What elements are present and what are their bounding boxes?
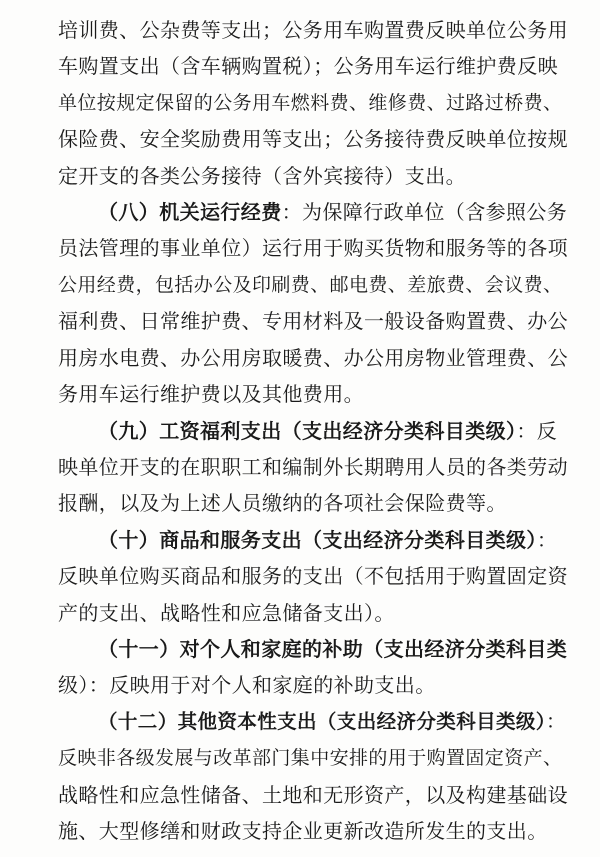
item-twelve-heading: （十二）其他资本性支出（支出经济分类科目类级） — [98, 710, 546, 733]
text-line: 映单位开支的在职职工和编制外长期聘用人员的各类劳动 — [58, 455, 568, 479]
text-line: 战略性和应急性储备、土地和无形资产，以及构建基础设 — [58, 783, 568, 807]
text-line: 保险费、安全奖励费用等支出；公务接待费反映单位按规 — [58, 127, 568, 151]
text-line: 员法管理的事业单位）运行用于购买货物和服务等的各项 — [58, 236, 568, 260]
item-eight-first-line — [98, 194, 568, 230]
item-ten-text: ： — [536, 528, 558, 552]
item-nine-heading: （九）工资福利支出（支出经济分类科目类级） — [98, 419, 517, 443]
text-line: 车购置支出（含车辆购置税）；公务用车运行维护费反映 — [58, 54, 558, 78]
item-eleven-heading: （十一）对个人和家庭的补助（支出经济分类科目类 — [98, 637, 568, 661]
item-ten-first-line — [98, 522, 558, 558]
text-line: 公用经费，包括办公及印刷费、邮电费、差旅费、会议费、 — [58, 274, 563, 296]
text-line: 培训费、公杂费等支出；公务用车购置费反映单位公务用 — [58, 18, 568, 42]
item-eight-heading: （八）机关运行经费 — [98, 200, 282, 224]
item-ten-heading: （十）商品和服务支出（支出经济分类科目类级） — [98, 528, 537, 552]
text-line: 级）：反映用于对个人和家庭的补助支出。 — [58, 673, 436, 697]
item-twelve-text: ： — [545, 710, 566, 733]
item-eleven-first-line — [98, 631, 568, 667]
text-line: 用房水电费、办公用房取暖费、办公用房物业管理费、公 — [58, 346, 568, 370]
item-nine-first-line — [98, 413, 558, 449]
text-line: 施、大型修缮和财政支持企业更新改造所发生的支出。 — [58, 819, 548, 843]
item-eight-text: ：为保障行政单位（含参照公务 — [281, 200, 568, 224]
text-line: 产的支出、战略性和应急储备支出）。 — [58, 601, 395, 625]
text-line: 务用车运行维护费以及其他费用。 — [58, 382, 364, 406]
text-line: 反映单位购买商品和服务的支出（不包括用于购置固定资 — [58, 564, 568, 588]
text-line: 单位按规定保留的公务用车燃料费、维修费、过路过桥费、 — [58, 92, 563, 114]
item-twelve-first-line — [98, 704, 566, 740]
text-line: 反映非各级发展与改革部门集中安排的用于购置固定资产、 — [58, 747, 563, 769]
text-line: 定开支的各类公务接待（含外宾接待）支出。 — [58, 164, 466, 188]
text-line: 福利费、日常维护费、专用材料及一般设备购置费、办公 — [58, 309, 568, 333]
text-line: 报酬，以及为上述人员缴纳的各项社会保险费等。 — [58, 491, 507, 515]
item-nine-text: ：反 — [516, 419, 558, 443]
